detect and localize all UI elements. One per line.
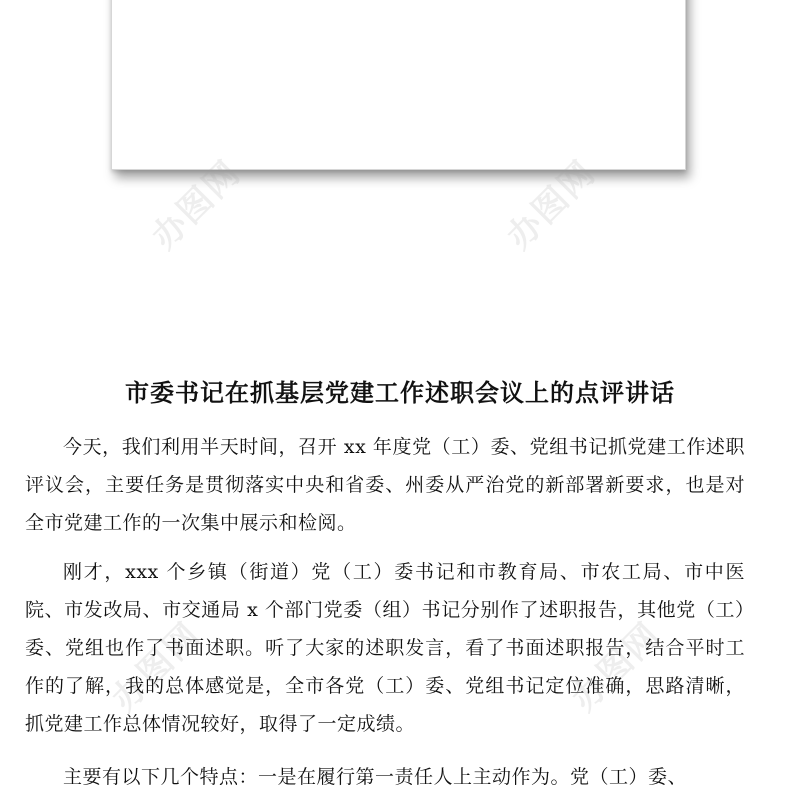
watermark: 办图网 xyxy=(499,152,604,258)
watermark: 办图网 xyxy=(104,614,209,720)
page-preview-card xyxy=(111,0,686,170)
document-title: 市委书记在抓基层党建工作述职会议上的点评讲话 xyxy=(125,378,675,407)
paragraph-assessment: 刚才，xxx 个乡镇（街道）党（工）委书记和市教育局、市农工局、市中医院、市发改局、市交通局 x 个部门党委（组）书记分别作了述职报告，其他党（工）委、党组也作了书面述职。听了大家的述职发言，看了书面述职报告，结合平时工作的了解，我的总体感觉是，全市各党（工）委、党组书记定位准确，思路清晰，抓党建工作总体情况较好，取得了一定成绩。 xyxy=(25,561,745,735)
watermark: 办图网 xyxy=(564,614,669,720)
paragraph-intro: 今天，我们利用半天时间，召开 xx 年度党（工）委、党组书记抓党建工作述职评议会，主要任务是贯彻落实中央和省委、州委从严治党的新部署新要求，也是对全市党建工作的一次集中展示和检阅。 xyxy=(25,436,745,534)
watermark: 办图网 xyxy=(144,152,249,258)
paragraph-features: 主要有以下几个特点：一是在履行第一责任人上主动作为。党（工）委、 xyxy=(63,766,688,788)
